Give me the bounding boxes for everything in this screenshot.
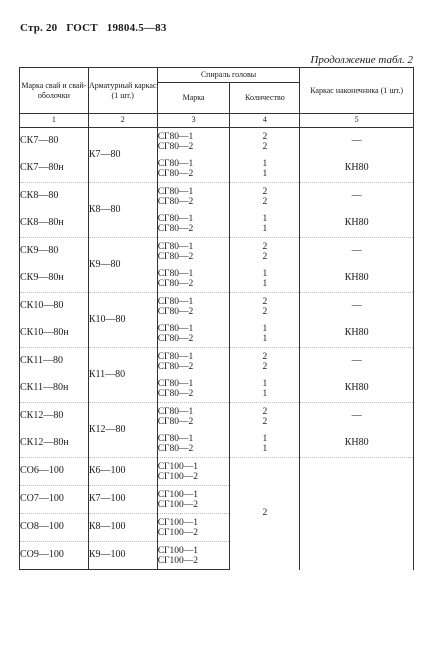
- spiral-marks: [157, 128, 230, 156]
- qty-value: 2: [262, 251, 268, 262]
- end-frame: КН80: [300, 155, 414, 183]
- qty-value: 2: [262, 241, 268, 252]
- qty-value: 1: [262, 323, 268, 334]
- pile-mark: СО6—100: [20, 458, 89, 486]
- col-number: 2: [88, 114, 157, 128]
- qty-value: 1: [262, 388, 268, 399]
- qty-value: 2: [262, 141, 268, 152]
- table-row: [20, 458, 414, 486]
- qty-value: 1: [262, 378, 268, 389]
- spiral-qty: [230, 375, 300, 403]
- arm-frame: К9—100: [88, 542, 157, 570]
- spiral-marks: [157, 320, 230, 348]
- spiral-mark: СГ80—2: [157, 333, 194, 344]
- spiral-mark: СГ100—2: [157, 555, 199, 566]
- pile-mark: СО7—100: [20, 486, 89, 514]
- spiral-mark: СГ80—1: [157, 433, 194, 444]
- spiral-mark: СГ80—2: [157, 416, 194, 427]
- spiral-mark: СГ100—1: [157, 461, 199, 472]
- spiral-qty: [230, 155, 300, 183]
- end-frame: КН80: [300, 375, 414, 403]
- pile-mark: СО9—100: [20, 542, 89, 570]
- pile-mark: СК7—80: [20, 128, 89, 156]
- spiral-marks: [157, 238, 230, 266]
- spiral-qty: [230, 403, 300, 431]
- arm-frame: К8—100: [88, 514, 157, 542]
- col-end-header: Каркас наконечника (1 шт.): [300, 68, 414, 114]
- spiral-qty: [230, 265, 300, 293]
- spiral-qty: [230, 430, 300, 458]
- end-frame: —: [300, 403, 414, 431]
- pile-mark: СК8—80: [20, 183, 89, 211]
- arm-frame: К7—80: [88, 128, 157, 183]
- pile-mark: СО8—100: [20, 514, 89, 542]
- end-frame: —: [300, 128, 414, 156]
- spiral-marks: [157, 210, 230, 238]
- end-frame-empty: [300, 458, 414, 570]
- table-row: [20, 375, 414, 403]
- spiral-mark: СГ80—1: [157, 296, 194, 307]
- spiral-mark: СГ100—2: [157, 499, 199, 510]
- spiral-mark: СГ80—1: [157, 351, 194, 362]
- spiral-mark: СГ80—2: [157, 388, 194, 399]
- table-row: [20, 183, 414, 211]
- spiral-marks: [157, 403, 230, 431]
- qty-value: 2: [262, 351, 268, 362]
- spiral-mark: СГ80—2: [157, 223, 194, 234]
- end-frame: —: [300, 293, 414, 321]
- qty-value: 2: [262, 306, 268, 317]
- arm-frame: К6—100: [88, 458, 157, 486]
- qty-value: 2: [262, 416, 268, 427]
- spiral-qty: [230, 238, 300, 266]
- spiral-marks: [157, 265, 230, 293]
- end-frame: КН80: [300, 265, 414, 293]
- table-row: [20, 430, 414, 458]
- pile-mark: СК11—80: [20, 348, 89, 376]
- qty-value: 1: [262, 268, 268, 279]
- col-number: 1: [20, 114, 89, 128]
- spiral-mark: СГ80—1: [157, 406, 194, 417]
- spiral-mark: СГ80—1: [157, 213, 194, 224]
- spiral-marks: [157, 348, 230, 376]
- gost-number: 19804.5—83: [106, 22, 167, 34]
- table-row: [20, 348, 414, 376]
- end-frame: —: [300, 348, 414, 376]
- spiral-mark: СГ80—1: [157, 158, 194, 169]
- qty-value: 1: [262, 223, 268, 234]
- spiral-marks: [157, 486, 230, 514]
- spiral-qty: [230, 293, 300, 321]
- spiral-mark: СГ80—2: [157, 168, 194, 179]
- spiral-marks: [157, 293, 230, 321]
- col-qty-header: Количество: [230, 83, 300, 114]
- spiral-marks: [157, 155, 230, 183]
- spiral-mark: СГ80—2: [157, 251, 194, 262]
- spiral-qty: 2: [230, 458, 300, 570]
- qty-value: 1: [262, 333, 268, 344]
- spiral-mark: СГ80—2: [157, 278, 194, 289]
- qty-value: 1: [262, 443, 268, 454]
- pile-mark: СК8—80н: [20, 210, 89, 238]
- table-continuation: Продолжение табл. 2: [310, 54, 413, 66]
- col-number: 5: [300, 114, 414, 128]
- qty-value: 2: [262, 361, 268, 372]
- col-spiral-header: Спираль головы: [157, 68, 300, 83]
- spiral-mark: СГ80—1: [157, 378, 194, 389]
- pile-mark: СК7—80н: [20, 155, 89, 183]
- spiral-marks: [157, 458, 230, 486]
- arm-frame: К11—80: [88, 348, 157, 403]
- page-header: [20, 22, 173, 34]
- end-frame: КН80: [300, 210, 414, 238]
- qty-value: 1: [262, 168, 268, 179]
- table-row: [20, 403, 414, 431]
- qty-value: 2: [262, 196, 268, 207]
- qty-value: 1: [262, 433, 268, 444]
- end-frame: —: [300, 238, 414, 266]
- spiral-mark: СГ100—1: [157, 545, 199, 556]
- spiral-qty: [230, 128, 300, 156]
- pile-mark: СК10—80н: [20, 320, 89, 348]
- spiral-qty: [230, 183, 300, 211]
- spiral-mark: СГ80—2: [157, 141, 194, 152]
- end-frame: КН80: [300, 320, 414, 348]
- spiral-mark: СГ80—1: [157, 323, 194, 334]
- pile-mark: СК12—80н: [20, 430, 89, 458]
- spiral-mark: СГ100—1: [157, 517, 199, 528]
- table-row: [20, 210, 414, 238]
- pile-mark: СК10—80: [20, 293, 89, 321]
- arm-frame: К9—80: [88, 238, 157, 293]
- qty-value: 1: [262, 278, 268, 289]
- pile-mark: СК9—80: [20, 238, 89, 266]
- spiral-qty: [230, 210, 300, 238]
- end-frame: КН80: [300, 430, 414, 458]
- spiral-mark: СГ80—1: [157, 241, 194, 252]
- spiral-mark: СГ80—2: [157, 361, 194, 372]
- spiral-qty: [230, 320, 300, 348]
- spiral-mark: СГ100—1: [157, 489, 199, 500]
- col-spiral-mark-header: Марка: [157, 83, 230, 114]
- pile-mark: СК11—80н: [20, 375, 89, 403]
- spiral-marks: [157, 430, 230, 458]
- qty-value: 2: [262, 406, 268, 417]
- spiral-marks: [157, 514, 230, 542]
- col-number: 3: [157, 114, 230, 128]
- spiral-mark: СГ100—2: [157, 471, 199, 482]
- spiral-marks: [157, 542, 230, 570]
- spiral-marks: [157, 375, 230, 403]
- qty-value: 1: [262, 158, 268, 169]
- arm-frame: К10—80: [88, 293, 157, 348]
- qty-value: 2: [262, 296, 268, 307]
- spiral-mark: СГ80—2: [157, 443, 194, 454]
- col-arm-header: Арматурный каркас (1 шт.): [88, 68, 157, 114]
- col-number: 4: [230, 114, 300, 128]
- arm-frame: К8—80: [88, 183, 157, 238]
- pile-mark: СК9—80н: [20, 265, 89, 293]
- table-row: [20, 293, 414, 321]
- arm-frame: К12—80: [88, 403, 157, 458]
- spiral-qty: [230, 348, 300, 376]
- col-mark-header: Марка свай и свай-оболочки: [20, 68, 89, 114]
- table-row: [20, 265, 414, 293]
- spiral-mark: СГ80—1: [157, 186, 194, 197]
- table-row: [20, 238, 414, 266]
- end-frame: —: [300, 183, 414, 211]
- spiral-mark: СГ80—2: [157, 196, 194, 207]
- spiral-mark: СГ80—1: [157, 131, 194, 142]
- table-row: [20, 128, 414, 156]
- spiral-marks: [157, 183, 230, 211]
- spiral-mark: СГ80—2: [157, 306, 194, 317]
- table-row: [20, 320, 414, 348]
- qty-value: 2: [262, 131, 268, 142]
- pile-mark: СК12—80: [20, 403, 89, 431]
- table-row: [20, 155, 414, 183]
- arm-frame: К7—100: [88, 486, 157, 514]
- spec-table: [19, 67, 414, 570]
- spiral-mark: СГ80—1: [157, 268, 194, 279]
- gost-label: ГОСТ: [66, 22, 98, 34]
- page-number: Стр. 20: [20, 22, 58, 34]
- spiral-mark: СГ100—2: [157, 527, 199, 538]
- qty-value: 2: [262, 186, 268, 197]
- qty-value: 1: [262, 213, 268, 224]
